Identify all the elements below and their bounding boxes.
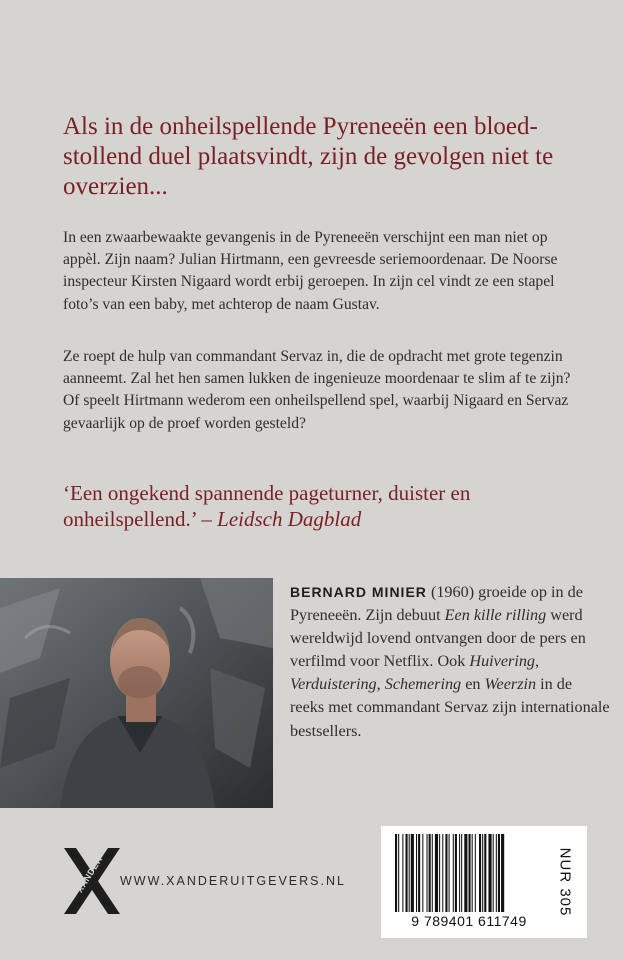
barcode-stripe xyxy=(493,834,494,912)
barcode-stripe xyxy=(449,834,450,912)
publisher-url: WWW.XANDERUITGEVERS.NL xyxy=(120,874,346,888)
book-title: Huivering xyxy=(469,652,536,671)
author-photo xyxy=(0,578,273,808)
bio-text-1: (1960) groeide op in de Pyreneeën. Zijn debuut xyxy=(290,583,583,625)
headline: Als in de onheilspellende Pyreneeën een bloedstollend duel plaatsvindt, zijn de gevolgen niet te overzien... xyxy=(63,113,554,200)
book-title: Verduistering xyxy=(290,675,377,694)
barcode-stripe xyxy=(442,834,443,912)
barcode-stripe xyxy=(395,834,397,912)
barcode-stripe xyxy=(501,834,504,912)
barcode-stripe xyxy=(422,834,423,912)
nur-text: NUR 305 xyxy=(556,847,574,917)
barcode-stripe xyxy=(429,834,431,912)
barcode-stripe xyxy=(461,834,462,912)
bio-text-3: in de reeks met commandant Servaz zijn internationale bestsellers. xyxy=(290,675,610,740)
quote-source: Leidsch Dagblad xyxy=(217,507,362,531)
barcode-stripe xyxy=(479,834,481,912)
author-name: BERNARD MINIER xyxy=(290,584,427,600)
barcode-bars xyxy=(393,834,543,912)
barcode-stripe xyxy=(475,834,476,912)
barcode-stripe xyxy=(484,834,486,912)
barcode-stripe xyxy=(469,834,471,912)
blurb-paragraph-1: In een zwaarbewaakte gevangenis in de Pyreneeën verschijnt een man niet op appèl. Zijn naam? Julian Hirtmann, een gevreesde seriemoordenaar. De Noorse inspecteur Kirsten Nigaard wordt erbij geroepen. In zijn cel vindt ze een stapel foto’s van een baby, met achterop de naam Gustav. xyxy=(63,229,558,313)
barcode-stripe xyxy=(432,834,433,912)
barcode-stripe xyxy=(453,834,454,912)
barcode-stripe xyxy=(472,834,473,912)
barcode-stripe xyxy=(439,834,440,912)
blurb-paragraph-2: Ze roept de hulp van commandant Servaz in, die de opdracht met grote tegenzin aanneemt. Zal het hen samen lukken de ingenieuze moordenaar te slim af te zijn? Of speelt Hirtmann wederom een onheilspellend spel, waarbij Nigaard en Servaz gevaarlijk op de proef worden gesteld? xyxy=(63,348,571,432)
isbn-number: 9 789401 611749 xyxy=(411,913,527,929)
bio-separator: , xyxy=(535,652,540,671)
logo-text: XANDER xyxy=(74,854,105,895)
review-quote xyxy=(63,480,583,532)
quote-text: ‘Een ongekend spannende pageturner, duister en onheilspellend.’ – xyxy=(63,481,471,531)
barcode-stripe xyxy=(416,834,417,912)
barcode-stripe xyxy=(464,834,467,912)
barcode-stripe xyxy=(455,834,457,912)
barcode-stripe xyxy=(411,834,414,912)
nur-code xyxy=(543,826,587,938)
barcode-stripe xyxy=(402,834,403,912)
barcode-stripe xyxy=(488,834,491,912)
bio-text-2: werd wereldwijd lovend ontvangen door de pers en verfilmd voor Netflix. Ook xyxy=(290,606,586,671)
author-bio xyxy=(290,581,610,743)
book-title: Weerzin xyxy=(484,675,537,694)
bio-separator: en xyxy=(461,675,485,694)
barcode-stripe xyxy=(445,834,447,912)
barcode-stripe xyxy=(409,834,410,912)
book-title: Een kille rilling xyxy=(444,606,547,625)
barcode-stripe xyxy=(498,834,500,912)
barcode-stripe xyxy=(459,834,460,912)
barcode-stripe xyxy=(406,834,408,912)
barcode-stripe xyxy=(482,834,483,912)
barcode-stripe xyxy=(398,834,399,912)
barcode-stripe xyxy=(496,834,497,912)
barcode-stripe xyxy=(435,834,438,912)
barcode-stripe xyxy=(427,834,428,912)
barcode-stripe xyxy=(418,834,420,912)
xander-logo xyxy=(62,838,124,918)
barcode xyxy=(381,826,587,938)
book-title: Schemering xyxy=(384,675,462,694)
bio-separator: , xyxy=(376,675,385,694)
